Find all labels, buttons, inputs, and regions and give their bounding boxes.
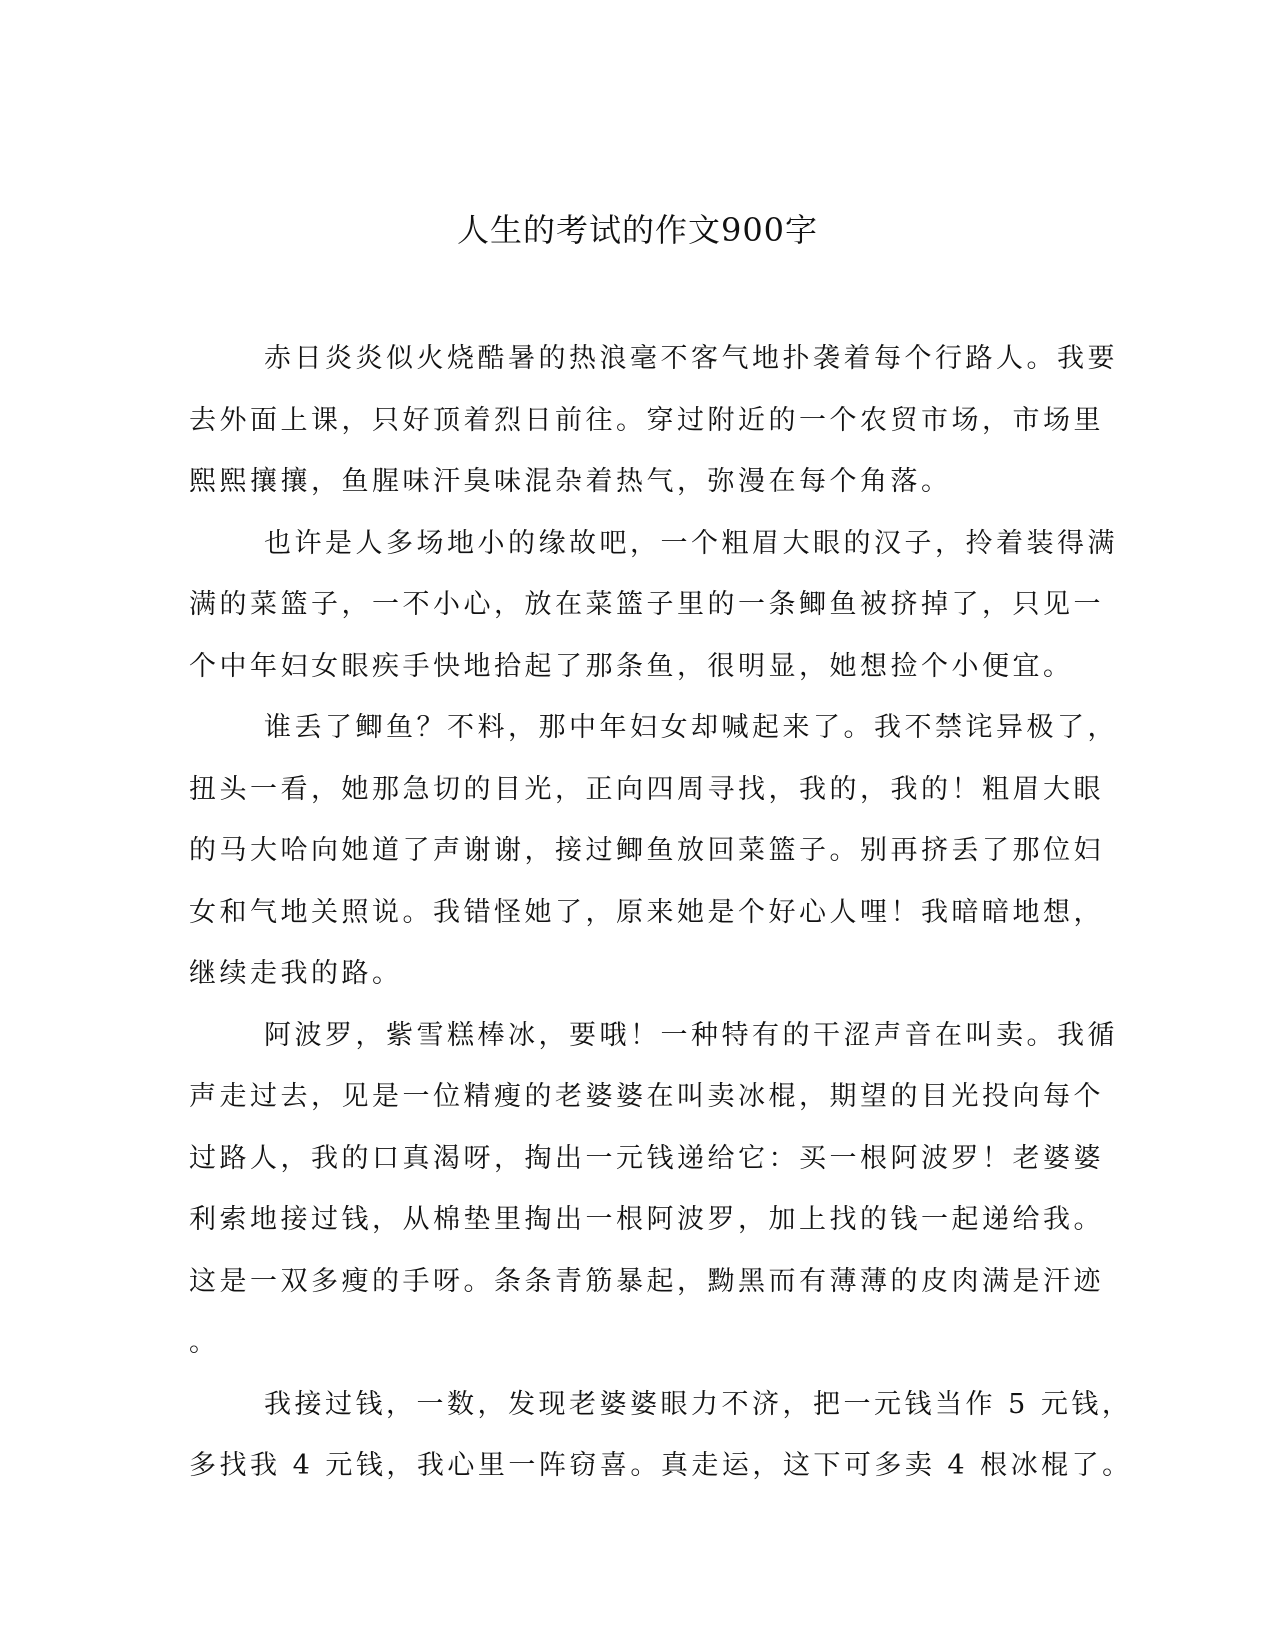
text-line: 这是一双多瘦的手呀。条条青筋暴起，黝黑而有薄薄的皮肉满是汗迹 (189, 1265, 1104, 1297)
text-line: 满的菜篮子，一不小心，放在菜篮子里的一条鲫鱼被挤掉了，只见一 (189, 589, 1104, 620)
text-line: 声走过去，见是一位精瘦的老婆婆在叫卖冰棍，期望的目光投向每个 (189, 1081, 1104, 1112)
document-body (189, 328, 1133, 1497)
paragraph-1 (189, 328, 1118, 513)
text-line: 。 (189, 1327, 220, 1358)
text-line: 利索地接过钱，从棉垫里掏出一根阿波罗，加上找的钱一起递给我。 (189, 1204, 1104, 1235)
text-line: 熙熙攘攘，鱼腥味汗臭味混杂着热气，弥漫在每个角落。 (189, 466, 952, 497)
text-line: 过路人，我的口真渴呀，掏出一元钱递给它：买一根阿波罗！老婆婆 (189, 1142, 1104, 1174)
text-line: 也许是人多场地小的缘故吧，一个粗眉大眼的汉子，拎着装得满 (264, 527, 1118, 559)
text-line: 继续走我的路。 (189, 958, 403, 989)
paragraph-2 (189, 513, 1118, 698)
paragraph-3 (189, 697, 1118, 1005)
text-line: 女和气地关照说。我错怪她了，原来她是个好心人哩！我暗暗地想， (189, 896, 1104, 928)
text-line: 阿波罗，紫雪糕棒冰，要哦！一种特有的干涩声音在叫卖。我循 (264, 1019, 1118, 1051)
document-title: 人生的考试的作文900字 (456, 211, 819, 249)
text-line: 的马大哈向她道了声谢谢，接过鲫鱼放回菜篮子。别再挤丢了那位妇 (189, 835, 1104, 866)
text-line: 扭头一看，她那急切的目光，正向四周寻找，我的，我的！粗眉大眼 (189, 773, 1104, 805)
text-line: 我接过钱，一数，发现老婆婆眼力不济，把一元钱当作 5 元钱， (264, 1388, 1133, 1420)
text-line: 谁丢了鲫鱼？不料，那中年妇女却喊起来了。我不禁诧异极了， (264, 712, 1118, 743)
text-line: 多找我 4 元钱，我心里一阵窃喜。真走运，这下可多卖 4 根冰棍了。 (189, 1450, 1133, 1481)
paragraph-5 (189, 1374, 1133, 1497)
text-line: 个中年妇女眼疾手快地拾起了那条鱼，很明显，她想捡个小便宜。 (189, 650, 1074, 682)
paragraph-4 (189, 1005, 1118, 1374)
text-line: 去外面上课，只好顶着烈日前往。穿过附近的一个农贸市场，市场里 (189, 404, 1104, 436)
text-line: 赤日炎炎似火烧酷暑的热浪毫不客气地扑袭着每个行路人。我要 (264, 343, 1118, 374)
